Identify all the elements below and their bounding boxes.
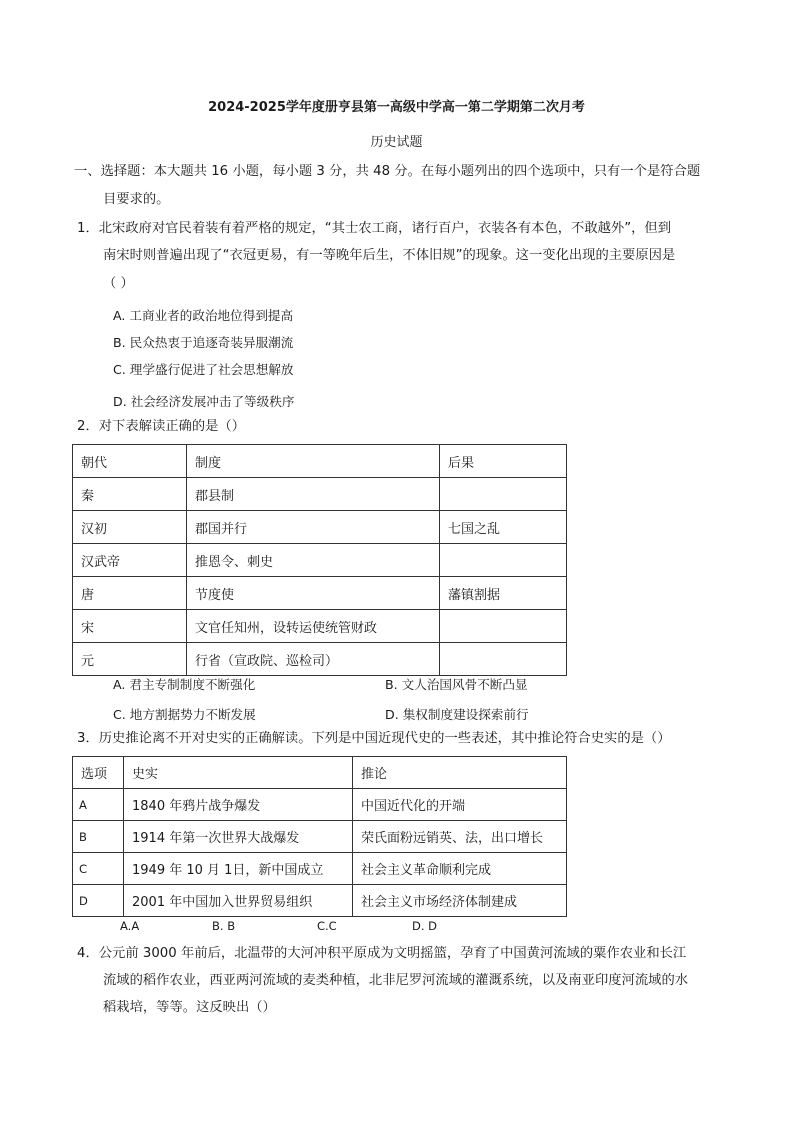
q4-stem-line-1: 4．公元前 3000 年前后，北温带的大河冲积平原成为文明摇篮，孕育了中国黄河流域的粟作农业和长江 [77, 946, 687, 961]
q1-option-b: B. 民众热衷于追逐奇装异服潮流 [113, 335, 294, 350]
table-row [73, 511, 567, 544]
table-row [73, 610, 567, 643]
table-header-row [73, 445, 567, 478]
q3-option-d: D. D [412, 919, 438, 933]
table-cell: 1949 年 10 月 1日，新中国成立 [124, 853, 353, 885]
q1-stem-line-3: （ ） [103, 276, 134, 291]
q4-stem-line-3: 稻栽培，等等。这反映出（） [103, 1000, 276, 1015]
table-cell: 汉武帝 [73, 544, 187, 577]
q3-option-c: C.C [317, 919, 337, 933]
table-cell: 汉初 [73, 511, 187, 544]
q3-option-a: A.A [120, 919, 140, 933]
q1-option-d: D. 社会经济发展冲击了等级秩序 [113, 394, 295, 409]
table-row [73, 577, 567, 610]
q2-option-a: A. 君主专制制度不断强化 [113, 677, 256, 692]
table-header-cell: 推论 [353, 757, 567, 789]
table-row [73, 885, 567, 917]
table-cell: 郡县制 [187, 478, 440, 511]
table-cell: 节度使 [187, 577, 440, 610]
q2-option-b: B. 文人治国风骨不断凸显 [385, 677, 528, 692]
table-row [73, 643, 567, 676]
q2-table [72, 444, 567, 676]
table-cell: 推恩令、刺史 [187, 544, 440, 577]
table-header-cell: 史实 [124, 757, 353, 789]
table-row [73, 544, 567, 577]
table-cell [440, 643, 567, 676]
table-cell: 宋 [73, 610, 187, 643]
table-cell: 元 [73, 643, 187, 676]
q1-stem-line-1: 1．北宋政府对官民着装有着严格的规定，“其士农工商，诸行百户，衣装各有本色，不敢越外”，但到 [77, 221, 672, 236]
table-cell: 秦 [73, 478, 187, 511]
table-cell [440, 544, 567, 577]
table-cell: 藩镇割据 [440, 577, 567, 610]
table-header-cell: 制度 [187, 445, 440, 478]
exam-title: 2024-2025学年度册亨县第一高级中学高一第二学期第二次月考 [208, 100, 585, 115]
table-cell: D [73, 885, 124, 917]
table-cell: B [73, 821, 124, 853]
section-instruction-line-1: 一、选择题：本大题共 16 小题，每小题 3 分，共 48 分。在每小题列出的四个选项中，只有一个是符合题 [74, 164, 701, 179]
table-header-cell: 选项 [73, 757, 124, 789]
table-cell [440, 478, 567, 511]
q3-table [72, 756, 567, 917]
table-row [73, 478, 567, 511]
table-cell: 中国近代化的开端 [353, 789, 567, 821]
table-cell: 行省（宣政院、巡检司） [187, 643, 440, 676]
table-cell: C [73, 853, 124, 885]
table-cell: 郡国并行 [187, 511, 440, 544]
table-header-cell: 朝代 [73, 445, 187, 478]
table-cell: 文官任知州，设转运使统管财政 [187, 610, 440, 643]
table-header-cell: 后果 [440, 445, 567, 478]
q3-stem: 3．历史推论离不开对史实的正确解读。下列是中国近现代史的一些表述，其中推论符合史实的是（） [77, 731, 671, 746]
exam-subtitle: 历史试题 [370, 135, 423, 150]
q1-option-a: A. 工商业者的政治地位得到提高 [113, 308, 294, 323]
q2-option-d: D. 集权制度建设探索前行 [385, 707, 529, 722]
q1-option-c: C. 理学盛行促进了社会思想解放 [113, 362, 294, 377]
q2-stem: 2．对下表解读正确的是（） [77, 419, 246, 434]
table-row [73, 789, 567, 821]
table-cell: 1914 年第一次世界大战爆发 [124, 821, 353, 853]
table-cell: 唐 [73, 577, 187, 610]
q2-option-c: C. 地方割据势力不断发展 [113, 707, 256, 722]
table-cell: 荣氏面粉远销英、法，出口增长 [353, 821, 567, 853]
q3-option-b: B. B [212, 919, 236, 933]
table-cell: 2001 年中国加入世界贸易组织 [124, 885, 353, 917]
table-cell: 七国之乱 [440, 511, 567, 544]
table-cell [440, 610, 567, 643]
table-row [73, 853, 567, 885]
table-header-row [73, 757, 567, 789]
table-cell: 社会主义市场经济体制建成 [353, 885, 567, 917]
section-instruction-line-2: 目要求的。 [103, 192, 170, 207]
table-row [73, 821, 567, 853]
table-cell: 社会主义革命顺利完成 [353, 853, 567, 885]
table-cell: 1840 年鸦片战争爆发 [124, 789, 353, 821]
q4-stem-line-2: 流域的稻作农业，西亚两河流域的麦类种植，北非尼罗河流域的灌溉系统，以及南亚印度河流域的水 [103, 973, 689, 988]
table-cell: A [73, 789, 124, 821]
q1-stem-line-2: 南宋时则普遍出现了“衣冠更易，有一等晚年后生，不体旧规”的现象。这一变化出现的主要原因是 [103, 248, 676, 263]
